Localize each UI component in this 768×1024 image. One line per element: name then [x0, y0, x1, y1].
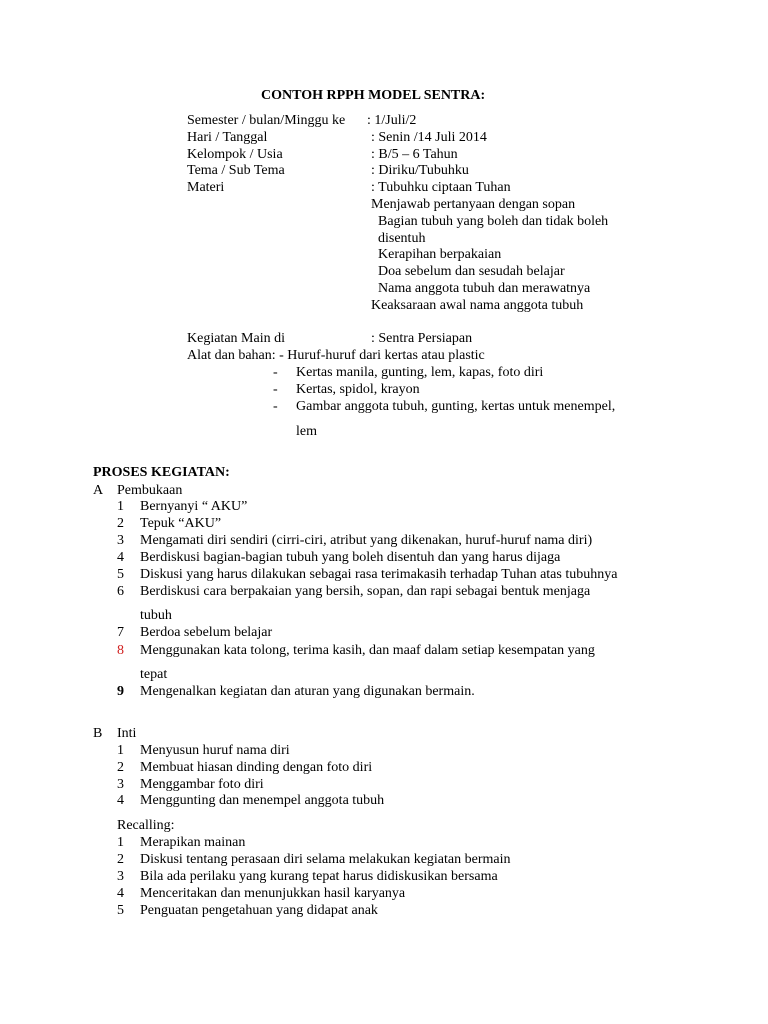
item-number: 7	[117, 625, 124, 640]
materi-item: disentuh	[378, 231, 426, 246]
section-a-letter: A	[93, 483, 104, 498]
item-number: 1	[117, 743, 124, 758]
list-item: Mengenalkan kegiatan dan aturan yang digunakan bermain.	[140, 684, 475, 699]
info-label-hari: Hari / Tanggal	[187, 130, 268, 145]
list-item: Menyusun huruf nama diri	[140, 743, 290, 758]
list-item: Mengamati diri sendiri (cirri-ciri, atribut yang dikenakan, huruf-huruf nama diri)	[140, 533, 593, 548]
alat-label: Alat dan bahan: - Huruf-huruf dari kertas atau plastic	[187, 348, 485, 363]
info-label-semester: Semester / bulan/Minggu ke	[187, 113, 346, 128]
list-item: Berdiskusi bagian-bagian tubuh yang boleh disentuh dan yang harus dijaga	[140, 550, 561, 565]
info-value-hari: : Senin /14 Juli 2014	[371, 130, 487, 145]
info-value-materi: : Tubuhku ciptaan Tuhan	[371, 180, 511, 195]
item-number: 9	[117, 684, 124, 699]
list-item: Tepuk “AKU”	[140, 516, 222, 531]
alat-dash: -	[273, 365, 278, 380]
list-item: Penguatan pengetahuan yang didapat anak	[140, 903, 378, 918]
materi-item: Keaksaraan awal nama anggota tubuh	[371, 298, 584, 313]
section-b-title: Inti	[117, 726, 137, 741]
list-item: Menceritakan dan menunjukkan hasil karyanya	[140, 886, 406, 901]
alat-item: Kertas manila, gunting, lem, kapas, foto diri	[296, 365, 544, 380]
alat-continuation: lem	[296, 424, 317, 439]
item-number: 4	[117, 886, 124, 901]
item-number: 3	[117, 533, 124, 548]
list-item: Diskusi tentang perasaan diri selama melakukan kegiatan bermain	[140, 852, 511, 867]
list-item: Menggunting dan menempel anggota tubuh	[140, 793, 385, 808]
item-number: 2	[117, 852, 124, 867]
item-number: 4	[117, 793, 124, 808]
list-item: Membuat hiasan dinding dengan foto diri	[140, 760, 373, 775]
list-item: Bila ada perilaku yang kurang tepat harus didiskusikan bersama	[140, 869, 498, 884]
list-item-continuation: tubuh	[140, 608, 172, 623]
kegiatan-value: : Sentra Persiapan	[371, 331, 473, 346]
materi-item: Doa sebelum dan sesudah belajar	[378, 264, 565, 279]
info-value-kelompok: : B/5 – 6 Tahun	[371, 147, 458, 162]
list-item: Merapikan mainan	[140, 835, 246, 850]
item-number: 1	[117, 499, 124, 514]
alat-item: Gambar anggota tubuh, gunting, kertas untuk menempel,	[296, 399, 616, 414]
document-title: CONTOH RPPH MODEL SENTRA:	[261, 88, 486, 103]
info-label-tema: Tema / Sub Tema	[187, 163, 285, 178]
info-value-semester: : 1/Juli/2	[367, 113, 417, 128]
item-number: 5	[117, 567, 124, 582]
info-value-tema: : Diriku/Tubuhku	[371, 163, 469, 178]
list-item: Bernyanyi “ AKU”	[140, 499, 248, 514]
list-item-continuation: tepat	[140, 667, 168, 682]
materi-item: Menjawab pertanyaan dengan sopan	[371, 197, 576, 212]
item-number: 4	[117, 550, 124, 565]
info-label-materi: Materi	[187, 180, 225, 195]
recalling-title: Recalling:	[117, 818, 175, 833]
info-label-kelompok: Kelompok / Usia	[187, 147, 283, 162]
item-number-highlighted: 8	[117, 643, 124, 658]
alat-item: Kertas, spidol, krayon	[296, 382, 420, 397]
kegiatan-label: Kegiatan Main di	[187, 331, 285, 346]
alat-dash: -	[273, 382, 278, 397]
proses-heading: PROSES KEGIATAN:	[93, 465, 230, 480]
alat-dash: -	[273, 399, 278, 414]
section-b-letter: B	[93, 726, 103, 741]
item-number: 3	[117, 777, 124, 792]
list-item: Menggambar foto diri	[140, 777, 264, 792]
section-a-title: Pembukaan	[117, 483, 183, 498]
item-number: 2	[117, 760, 124, 775]
item-number: 6	[117, 584, 124, 599]
item-number: 3	[117, 869, 124, 884]
list-item: Diskusi yang harus dilakukan sebagai rasa terimakasih terhadap Tuhan atas tubuhnya	[140, 567, 618, 582]
list-item: Menggunakan kata tolong, terima kasih, dan maaf dalam setiap kesempatan yang	[140, 643, 595, 658]
materi-item: Kerapihan berpakaian	[378, 247, 502, 262]
list-item: Berdiskusi cara berpakaian yang bersih, sopan, dan rapi sebagai bentuk menjaga	[140, 584, 591, 599]
materi-item: Nama anggota tubuh dan merawatnya	[378, 281, 591, 296]
list-item: Berdoa sebelum belajar	[140, 625, 273, 640]
item-number: 1	[117, 835, 124, 850]
item-number: 5	[117, 903, 124, 918]
item-number: 2	[117, 516, 124, 531]
materi-item: Bagian tubuh yang boleh dan tidak boleh	[378, 214, 609, 229]
